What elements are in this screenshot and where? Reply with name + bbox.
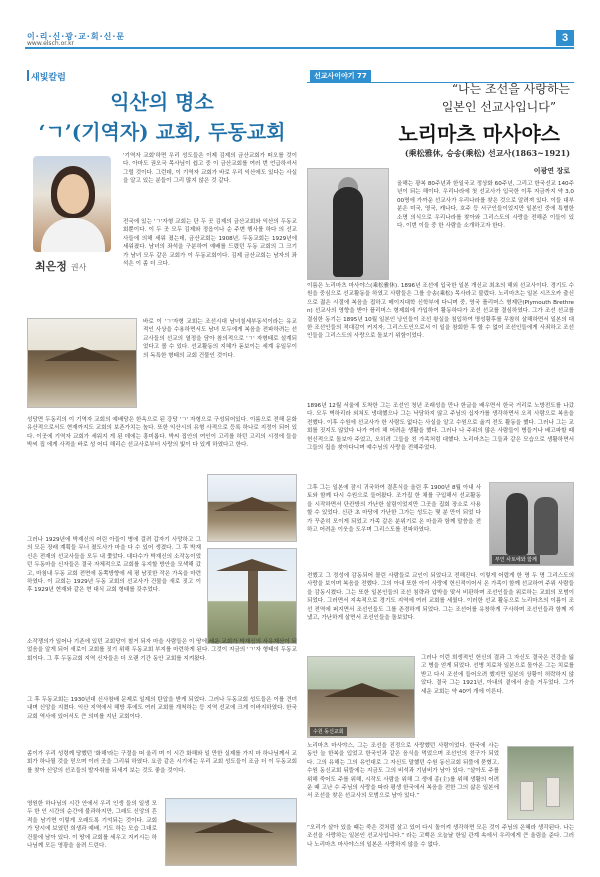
headline-quote-line1: “나는 조선을 사랑하는 — [451, 82, 570, 96]
photo-church-interior — [207, 474, 297, 542]
missionary-name-title: 노리마츠 마사야스 — [398, 122, 560, 146]
story-paragraph: “오리가 살아 있을 때는 죽은 것처럼 살고 있어 다시 돌이켜 생각하면 모든 것이 주님의 은혜라 생각된다. 나는 조선을 사랑하는 일본인 선교사입니다.” 라는 고백은 오늘날 한일 관계 속에서 우리에게 큰 울림을 준다. 그러나 노리마츠 마사야스의 일본은 사랑하지 않을 수 없다. — [307, 825, 574, 848]
article-paragraph: 소작쟁의가 일어나 기존에 있던 교회당이 철거 되자 마을 사람들은 이 땅에 세운 교회가 박재신의 사유재산이 되었음을 알게 되어 새로이 교회를 짓기 위해 두동교회 부지를 마련하게 된다. 그것이 지금의 'ㄱ'자 형태의 두동교회이다. 그 후 두동교회 지역 신자들은 더 오랜 기간 동안 교회를 지켜왔다. — [27, 639, 297, 662]
story-paragraph: 전했고 그 정성에 감동되어 몰린 사람들로 교인이 되었다고 전해진다. 이렇게 어렵게 한 명 두 명 그리스도의 사랑을 보이며 복음을 전했다. 그의 아내 또한 아이 사랑에 헌신적이어서 온 가족이 함께 선교하여 주위 사람들을 감동시켰다. 그는 또한 일본인들의 조선 침략과 압박을 맞서 비판하며 조선인들을 위로하는 교회의 모범이 되었다. 그러면서 지속적으로 경기도 지역에 여러 교회를 세웠다. 이러한 선교 활동으로 노리마츠의 이름이 조선 전역에 퍼지면서 조선인들도 그를 존경하게 되었다. 그는 조선어를 유창하게 구사하며 조선인들과 함께 지냈고, 가난하게 살면서 조선인들을 돌보았다. — [307, 573, 574, 622]
article-paragraph: 그러나 1929년에 박재신의 어린 아들이 병에 걸려 갑자기 사망하고 그의 모든 장래 계획들 무너 졌도사가 마을 다 수 있어 생겼다. 그 후 박재신은 전재의 선교사들을 모두 내 쫓았다. 대다수가 박재신의 소작농이었던 두동마을 신자들은 결국 자체적으로 교회를 유지할 방안을 모색해 갔고, 마침내 두동 교회 전면에 동쪽방향에 세 평 남짓한 작은 가옥을 마련하였다. 이 교회는 1929년 두동 교회의 선교사가 건물을 새로 짓고 이후 1929년 현재와 같은 현 대식 교회 형태를 갖추었다. — [27, 537, 201, 594]
story-paragraph: 그러나 이런 희생적인 헌신의 결과 그 자신도 결국은 건강을 잃고 병을 얻게 되었다. 선병 치료차 일본으로 돌아온 그는 치료를 받고 다시 조선에 들어오려 했지만 일본의 상황이 허락하지 않았다. 결국 그는 1921년, 아내의 곁에서 숨을 거두었다. 그가 세운 교회는 약 40여 개에 이른다. — [421, 655, 574, 695]
author-portrait — [33, 156, 111, 252]
story-paragraph: 올해는 광복 80주년과 한일국교 정상화 60주년, 그리고 한국선교 140주년이 되는 해이다. 우리나라에 첫 선교사가 입국한 이후 지금까지 약 3,000명에 가까운 선교사가 우리나라를 찾은 것으로 알려져 있다. 이들 대부분은 미국, 영국, 캐나다, 호주 등 서구인들이었지만 일본인 중에 특별한 소명 의식으로 우리나라를 찾아와 그리스도의 사랑을 전해준 이들이 있다. 이번 이들 중 한 사람을 소개하고자 한다. — [397, 181, 574, 230]
section-marker-icon — [27, 70, 29, 81]
article-paragraph: 좀이가 우리 성령께 당했던 '화해'라는 구절을 떠 울리 며 이 시간 화해와 일 만한 실제를 가지 마 하나님께서 교회가 하나될 것을 믿으며 이러 곳을 그리워 하였다. 요즘 같은 시기에는 우리 교회 성도들이 조금 더 이 두동교회를 찾아 신앙의 선조들의 발자취를 되새겨 보는 것도 좋을 것이다. — [27, 751, 297, 774]
photo-memorial-stones — [507, 746, 574, 820]
website-url[interactable]: www.elsch.or.kr — [27, 40, 75, 47]
series-label: 선교사이야기 77 — [310, 70, 371, 82]
missionary-subtitle: (乘松雅休, 승송(乘松) 선교사(1863~1921) — [404, 148, 570, 158]
article-title-line1: 익산의 명소 — [110, 90, 214, 114]
column-article — [27, 56, 297, 866]
story-paragraph: 이름은 노리마츠 마사야스(乘松雅休). 1896년 조선에 입국한 일본 개신교 최초의 해외 선교사이다. 경기도 수원을 중심으로 선교활동을 하였고 사람들은 그를 승송(乘松) 목사라고 불렀다. 노리마츠는 일본 시즈오카 출신으로 젊은 시절에 복음을 접하고 메이지대학 신학부에 다니며 중, 영국 플리머스 형제단(Plymouth Brethren) 선교사의 영향을 받아 플리머스 형제회에 가입하여 활동하다가 조선 선교를 결심하였다. 그가 조선 선교를 결심한 동기는 1895년 10월 일본인 낭인들이 조선 왕실을 침입하여 명성황후를 무참히 살해하면서 일본의 대한 조선인들의 적대감이 커지자, 그리스도인으로서 이 일을 참회한 후 할 수 없어 조선인들에게 사죄하고 조선인들을 그리스도의 사랑으로 돌보기 위함이었다. — [307, 283, 574, 340]
photo-caption-couple: 부인 사토에와 함께 — [492, 555, 540, 564]
article-paragraph: 전국에 있는 'ㄱ'자형 교회는 단 두 곳 김제의 금산교회와 익산의 두동교회뿐이다. 이 두 곳 모두 김제와 정읍이나 순 주변 행사를 하다 의 선교사들에 의해 세워 졌는데, 금산교회는 1908년, 두동교회는 1929년에 세워졌다. 남녀의 좌석을 구분하여 예배를 드렸던 두동 교회의 그 크기가 남녀 모두 같은 교회가 이 두동교회이다. 김제 금산교회는 남자의 좌석은 이 좀 더 크다. — [123, 219, 297, 268]
story-paragraph: 노리마츠 마사야스, 그는 조선을 진정으로 사랑했던 사람이었다. 한국에 사는 동안 늘 한복을 입었고 한국인과 같은 음식을 먹었으며 조선인의 친구가 되었다. 그의 유해는 그의 유언대로 그 자신도 말했던 수원 동신교회 뒤뜰에 묻혔고, 수원 동신교회 뒤뜰에는 지금도 그의 비석과 기념비가 남아 있다. “살아도 주를 위해 죽어도 주를 위해, 시작도 사람을 위해 그 생애 종(主)를 위해 생활의 어려운 때 고난 수 주님의 사랑을 따라 평생 한국에서 복음을 전한 그의 삶은 일본에서 조선을 찾은 선교사의 모범으로 남아 있다.” — [307, 743, 499, 800]
story-writer: 이광연 장로 — [533, 167, 570, 175]
page-number: 3 — [556, 30, 574, 46]
photo-bell-tower — [207, 548, 297, 644]
article-paragraph: '기역자 교회'하면 우리 성도들은 이제 김제의 금산교회가 떠오를 것이다. 아마도 권오국 목사님이 쉽고 중 이 금산교회를 여러 번 언급하셔서 그럴 것이다. 그런데, 이 기역자 교회가 바로 우리 익산에도 있다는 사실을 알고 있는 분들이 그리 많지 않은 것 같다. — [123, 153, 297, 185]
headline-quote-line2: 일본인 선교사입니다” — [441, 100, 556, 114]
header-rule — [25, 47, 574, 49]
photo-suwon-dongsin-church — [307, 656, 415, 738]
column-missionary-story — [307, 56, 574, 866]
article-title-line2: ‘ㄱ’(기역자) 교회, 두동교회 — [38, 120, 286, 144]
newspaper-brand: 이·리·신·광·교·회·신·문 — [27, 32, 126, 41]
story-paragraph: 1896년 12월 서울에 도착한 그는 조선인 청년 조래성을 만나 한글을 배우면서 한국 거리로 노방전도를 나갔다. 모두 벽하리라 외쳐도 냉대했으나 그는 낙담하지 않고 주님의 십자가를 생각하면서 오직 사람으로 복음을 전했다. 이후 수원에 선교사가 한 사람도 없다는 사실을 알고 수원으로 옮겨 전도 활동을 했다. 그러나 그는 교회를 짓지도 않았다 나가 여러 해 어려운 생활을 했다. 그러나 나 주위의 많은 사람들이 병들거나 배고파할 때 헌신적으로 돌보아 주었고, 오히려 그들을 친 가족처럼 대했다. 노리마츠는 그들과 같은 모습으로 생활하면서 그들의 집을 찾아다니며 예수님의 사랑을 전해주었다. — [307, 403, 574, 452]
page-header — [0, 0, 600, 46]
photo-church-exterior — [165, 798, 297, 866]
article-paragraph: 그 후 두동교회는 1930년대 신사참배 문제로 일제의 탄압을 받게 되었다. 그러나 두동교회 성도들은 이를 견뎌 내며 신앙을 지켰다. 익산 지역에서 해방 후에도 여러 교회를 개척하는 등 지역 선교에 크게 이바지하였다. 한국 교회 역사에 있어서도 큰 의미를 지닌 교회이다. — [27, 697, 297, 720]
author-name: 최은정 — [35, 260, 67, 273]
photo-noritmatsu-portrait — [307, 168, 389, 280]
photo-caption-church: 수원 동신교회 — [310, 727, 347, 736]
photo-dudong-church — [27, 318, 137, 408]
section-label: 새빛칼럼 — [31, 73, 66, 83]
article-paragraph: 성당면 두동리의 이 기역자 교회의 예배당은 한옥으로 된 강당 'ㄱ' 자형으로 구성되어있다. 이름으로 전해 문화유산적으로서도 현재까지도 교회의 보존가치는 높다. 또한 익산시의 유형 사적으로 등록 하나로 지정이 되어 있다. 이곳에 기역자 교회가 세워지 게 된 데에는 흥미롭다. 박씨 집안의 여인이 고리를 하던 고리의 시정에 들을 박씨 집 에게 사적을 바로 성 어디 해리슨 선교사로부터 사랑의 빛이 다 있게 하였다고 한다. — [27, 417, 297, 449]
author-role: 권사 — [70, 263, 87, 272]
article-paragraph: 영원한 하나님의 시간 안에서 우리 인생 들의 일생 모두 한 인 시간의 순간에 불과하지만, 그래도 신앙의 흔적을 남기면 이렇게 오래도록 기억되는 것이다. 교회가 당시에 보였던 희생과 예배, 기도 하는 모습 그대로 건물에 남아 있다. 이 땅에 교회를 세우고 지키시는 하나님께 모든 영광을 올려 드린다. — [27, 801, 157, 850]
author-byline — [35, 258, 86, 274]
story-paragraph: 그후 그는 일본에 잠시 귀국하여 결혼식을 올린 후 1900년 8월 아내 사토와 함께 다시 수원으로 들어왔다. 조가집 한 채를 구입해서 선교활동을 시작하면서 단칸방의 가난한 살림이었지만 그곳을 집회 장소로 사용할 수 있었다. 신관 초 마당에 가난한 그가는 성도는 몇 분 만이 되었 다가 꾸준히 모이게 되었고 가족 같은 분위기로 온 마을과 함께 말씀을 전하고 어려운 이웃을 도우며 그리스도를 전파하였다. — [307, 485, 481, 534]
photo-couple — [489, 482, 574, 566]
article-paragraph: 바로 이 'ㄱ'자형 교회는 조선시대 남녀칠세부동석이라는 유교적인 사상을 수용하면서도 남녀 모두에게 복음을 전파하려는 선교사들의 선교의 열정을 담아 참의적으로 'ㄱ' 자형태로 설계되었다고 볼 수 있다. 선교활동의 지혜가 돋보이는 세계 유일무이의 독특한 형태의 교회 건물인 것이다. — [143, 319, 297, 359]
